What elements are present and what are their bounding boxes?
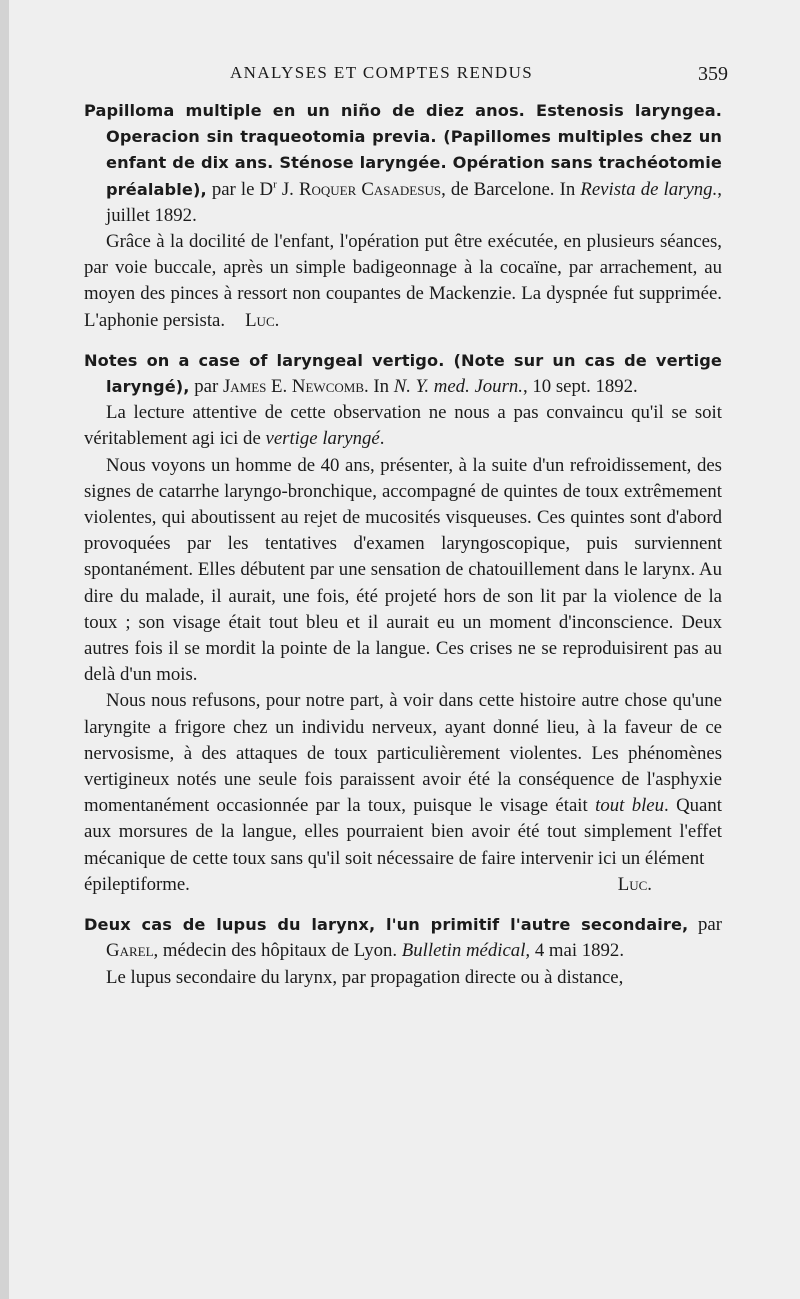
scan-edge <box>0 0 9 1299</box>
entry-title: Deux cas de lupus du larynx, l'un primitif l'autre secondaire, <box>84 915 689 935</box>
entry-heading <box>84 348 722 400</box>
paragraph-text: La lecture attentive de cette observation ne nous a pas convaincu qu'il se soit véritablement agi ici de <box>84 402 722 450</box>
byline: par le D <box>211 178 274 200</box>
paragraph: Le lupus secondaire du larynx, par propagation directe ou à distance, <box>106 966 624 988</box>
pub-date: 4 mai 1892. <box>534 940 625 962</box>
review-entry <box>84 348 722 898</box>
byline-sup: r <box>273 178 277 191</box>
reviewer-signature: Luc. <box>245 309 280 331</box>
paragraph <box>84 688 722 871</box>
paragraph-text: Nous nous refusons, pour notre part, à voir dans cette histoire autre chose qu'une laryngite a frigore chez un individu nerveux, ayant donné lieu, à la faveur de ce nervosisme, à des attaques de toux particulièrement violentes. Les phénomènes vertigineux notés une seule fois paraissent avoir été la conséquence de l'asphyxie momentanément occasionnée par la toux, puisque le visage était <box>84 690 722 817</box>
page-number: 359 <box>698 63 728 85</box>
italic-phrase: vertige laryngé <box>265 428 380 450</box>
running-header <box>80 63 728 87</box>
entry-title: Notes on a case of laryngeal vertigo. (Note sur un cas de vertige laryngé), <box>84 350 722 397</box>
paragraph: Nous voyons un homme de 40 ans, présenter, à la suite d'un refroidissement, des signes de catarrhe laryngo-bronchique, accompagné de quintes de toux extrêmement violentes, qui aboutissent au rejet de mucosités visqueuses. Ces quintes sont d'abord provoquées par les tentatives d'examen laryngoscopique, puis surviennent spontanément. Elles débutent par une sensation de chatouillement dans le larynx. Au dire du malade, il aurait, une fois, été projeté hors de son lit par la violence de la toux ; son visage était tout bleu et il aurait eu un moment d'inconscience. Deux autres fois il se mordit la pointe de la langue. Ces crises ne se reproduisirent pas au delà d'un mois. <box>84 454 722 686</box>
author-name: Garel <box>106 940 154 962</box>
author-initial: J. <box>281 178 294 200</box>
last-word: épileptiforme. <box>84 873 190 895</box>
byline: par <box>698 914 722 936</box>
reviewer-signature: Luc. <box>617 873 652 895</box>
paragraph-text: . Quant aux morsures de la langue, elles pourraient bien avoir été tout simplement l'effet mécanique de cette toux sans qu'il soit nécessaire de faire intervenir ici un élément <box>84 795 723 869</box>
paragraph <box>84 229 722 334</box>
running-title: ANALYSES ET COMPTES RENDUS <box>230 63 534 82</box>
paragraph <box>84 400 722 452</box>
punctuation: . <box>379 428 385 450</box>
entry-title: Papilloma multiple en un niño de diez anos. Estenosis laryngea. Operacion sin traqueotomia previa. (Papillomes multiples chez un enfant de dix ans. Sténose laryngée. Opération sans trachéotomie préalable), <box>84 101 722 199</box>
author-place: , de Barcelone. In <box>441 178 576 200</box>
journal-name: N. Y. med. Journ. <box>393 376 523 398</box>
paragraph-text: Grâce à la docilité de l'enfant, l'opération put être exécutée, en plusieurs séances, par voie buccale, après un simple badigeonnage à la cocaïne, par arrachement, au moyen des pinces à ressort non coupantes de Mackenzie. La dyspnée fut supprimée. L'aphonie persista. <box>84 231 722 331</box>
journal-name: Revista de laryng. <box>580 178 718 200</box>
italic-phrase: tout bleu <box>595 795 665 817</box>
byline: par <box>194 376 219 398</box>
author-name: James E. Newcomb <box>222 376 364 398</box>
pub-date: , 10 sept. 1892. <box>522 376 638 398</box>
review-entry <box>84 98 722 334</box>
review-entry <box>84 912 722 991</box>
byline-mid: . In <box>364 376 390 398</box>
entry-heading <box>84 98 722 229</box>
signature-line <box>84 872 722 898</box>
author-name: Roquer Casadesus <box>298 178 442 200</box>
pub-date: , juillet 1892. <box>106 178 722 226</box>
text-column <box>84 98 722 1005</box>
journal-name: Bulletin médical, <box>401 940 531 962</box>
author-place: , médecin des hôpitaux de Lyon. <box>153 940 398 962</box>
entry-heading <box>84 912 722 964</box>
